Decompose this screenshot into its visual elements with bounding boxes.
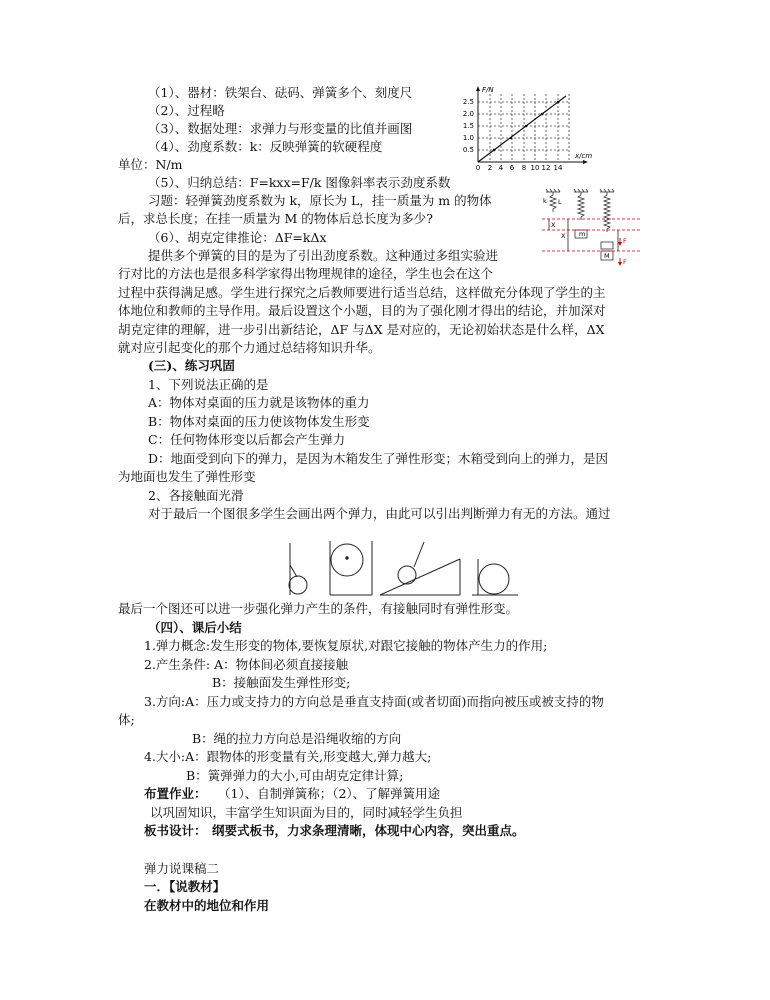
homework-text: （1）、自制弹簧称；（2）、了解弹簧用途: [218, 786, 441, 801]
contact-figures: [282, 537, 522, 607]
equipment-line: （1）、器材：铁架台、砝码、弹簧多个、刻度尺: [148, 85, 413, 100]
summary-item-2b: B：接触面发生弹性形变;: [212, 675, 351, 690]
x-tick-label: 10: [530, 164, 540, 172]
paragraph-line: 对于最后一个图很多学生会画出两个弹力，由此可以引出判断弹力有无的方法。通过: [148, 506, 611, 521]
section-heading-textbook: 一．【说教材】: [144, 879, 226, 894]
question-line: 1、下列说法正确的是: [148, 377, 269, 392]
y-tick-label: 0.5: [462, 146, 474, 154]
hooke-corollary-line: （6）、胡克定律推论：ΔF=kΔx: [148, 230, 327, 245]
paragraph-line: 就对应引起变化的那个力通过总结将知识升华。: [118, 340, 381, 355]
force-extension-graph: [448, 82, 613, 172]
data-line: [478, 96, 566, 162]
exercise-line-1: 习题：轻弹簧劲度系数为 k，原长为 L，挂一质量为 m 的物体: [148, 193, 492, 208]
label-x: X: [551, 221, 556, 229]
question-line: 2、各接触面光滑: [148, 488, 244, 503]
summary-item-2: 2.产生条件: A：物体间必须直接接触: [144, 657, 349, 672]
label-M: M: [604, 252, 610, 260]
summary-item-3: 3.方向:A：压力或支持力的方向总是垂直支持面(或者切面)而指向被压或被支持的物: [144, 694, 604, 709]
label-X: X: [561, 232, 566, 240]
paragraph-line: 体地位和教师的主导作用。最后设置这个小题，目的为了强化刚才得出的结论，并加深对: [118, 303, 606, 318]
paragraph-line: 最后一个图还可以进一步强化弹力产生的条件，有接触同时有弹性形变。: [118, 601, 519, 616]
paragraph-line: 提供多个弹簧的目的是为了引出劲度系数。这种通过多组实验进: [148, 248, 499, 263]
label-k: k: [543, 197, 547, 205]
y-axis-arrow-icon: [476, 86, 480, 91]
ball-on-incline-figure: [380, 542, 460, 595]
label-F: F: [623, 258, 627, 266]
summary-item-3b: B：绳的拉力方向总是沿绳收缩的方向: [192, 731, 402, 746]
label-m: m: [579, 230, 586, 238]
summary-item-1: 1.弹力概念:发生形变的物体,要恢复原状,对跟它接触的物体产生力的作用;: [144, 638, 548, 653]
spring-with-M: [604, 192, 610, 232]
x-tick-label: 8: [521, 164, 527, 172]
board-design-label: 板书设计：: [144, 823, 207, 838]
mass-m-block: [601, 242, 613, 249]
x-axis-arrow-icon: [583, 160, 588, 164]
option-c: C：任何物体形变以后都会产生弹力: [148, 432, 346, 447]
homework-label: 布置作业：: [144, 786, 207, 801]
exercise-line-2: 后，求总长度；在挂一质量为 M 的物体后总长度为多少?: [118, 211, 433, 226]
ball-on-ground-figure: [472, 559, 518, 595]
ball-in-corner-figure: [330, 541, 372, 595]
label-L: L: [558, 198, 562, 206]
spring-with-m: [578, 192, 584, 220]
spring-extension-figure: [540, 188, 645, 278]
force-arrows: [618, 238, 622, 266]
x-tick-label: 4: [498, 164, 504, 172]
spring-unloaded: [550, 192, 556, 212]
document-subtitle: 弹力说课稿二: [144, 861, 220, 876]
option-b: B：物体对桌面的压力使该物体发生形变: [148, 414, 370, 429]
subsection-heading: 在教材中的地位和作用: [144, 898, 270, 913]
y-tick-label: 1.0: [462, 134, 474, 142]
x-tick-label: 2: [487, 164, 493, 172]
option-d-cont: 为地面也发生了弹性形变: [118, 469, 256, 484]
summary-item-3-cont: 体;: [118, 712, 135, 727]
x-axis-label: x/cm: [575, 152, 593, 160]
paragraph-line: 胡克定律的理解，进一步引出新结论，ΔF 与ΔX 是对应的，无论初始状态是什么样，ΔX: [118, 322, 605, 337]
y-tick-label: 1.5: [462, 122, 474, 130]
summary-line: （5）、归纳总结：F=kxx=F/k 图像斜率表示劲度系数: [148, 175, 451, 190]
reference-lines: [542, 219, 640, 251]
paragraph-line: 行对比的方法也是很多科学家得出物理规律的途径，学生也会在这个: [118, 266, 494, 281]
y-axis-label: F/N: [482, 86, 494, 94]
board-design-text: 纲要式板书，力求条理清晰，体现中心内容，突出重点。: [212, 823, 525, 838]
stiffness-line: （4）、劲度系数：k：反映弹簧的软硬程度: [148, 139, 383, 154]
option-d: D：地面受到向下的弹力，是因为木箱发生了弹性形变；木箱受到向上的弹力，是因: [148, 451, 609, 466]
summary-item-4: 4.大小:A：跟物体的形变量有关,形变越大,弹力越大;: [144, 749, 432, 764]
section-heading-practice: (三)、练习巩固: [148, 358, 235, 373]
process-line: （2）、过程略: [148, 103, 225, 118]
paragraph-line: 过程中获得满足感。学生进行探究之后教师要进行适当总结，这样做充分体现了学生的主: [118, 285, 606, 300]
data-processing-line: （3）、数据处理：求弹力与形变量的比值并画图: [148, 121, 413, 136]
ball-hanging-against-wall-figure: [289, 543, 307, 595]
label-F: F: [623, 237, 627, 245]
unit-line: 单位：N/m: [118, 157, 183, 172]
option-a: A：物体对桌面的压力就是该物体的重力: [148, 395, 370, 410]
y-tick-label: 2.0: [462, 110, 474, 118]
x-tick-label: 0: [475, 164, 481, 172]
y-tick-label: 2.5: [462, 98, 474, 106]
summary-item-4b: B：簧弹弹力的大小,可由胡克定律计算;: [186, 768, 404, 783]
ceiling-hatch: [546, 189, 614, 192]
homework-purpose: 以巩固知识，丰富学生知识面为目的，同时减轻学生负担: [150, 805, 463, 820]
x-tick-label: 6: [509, 164, 515, 172]
section-heading-summary: （四）、课后小结: [148, 620, 242, 635]
x-tick-label: 12: [541, 164, 551, 172]
x-tick-label: 14: [553, 164, 563, 172]
